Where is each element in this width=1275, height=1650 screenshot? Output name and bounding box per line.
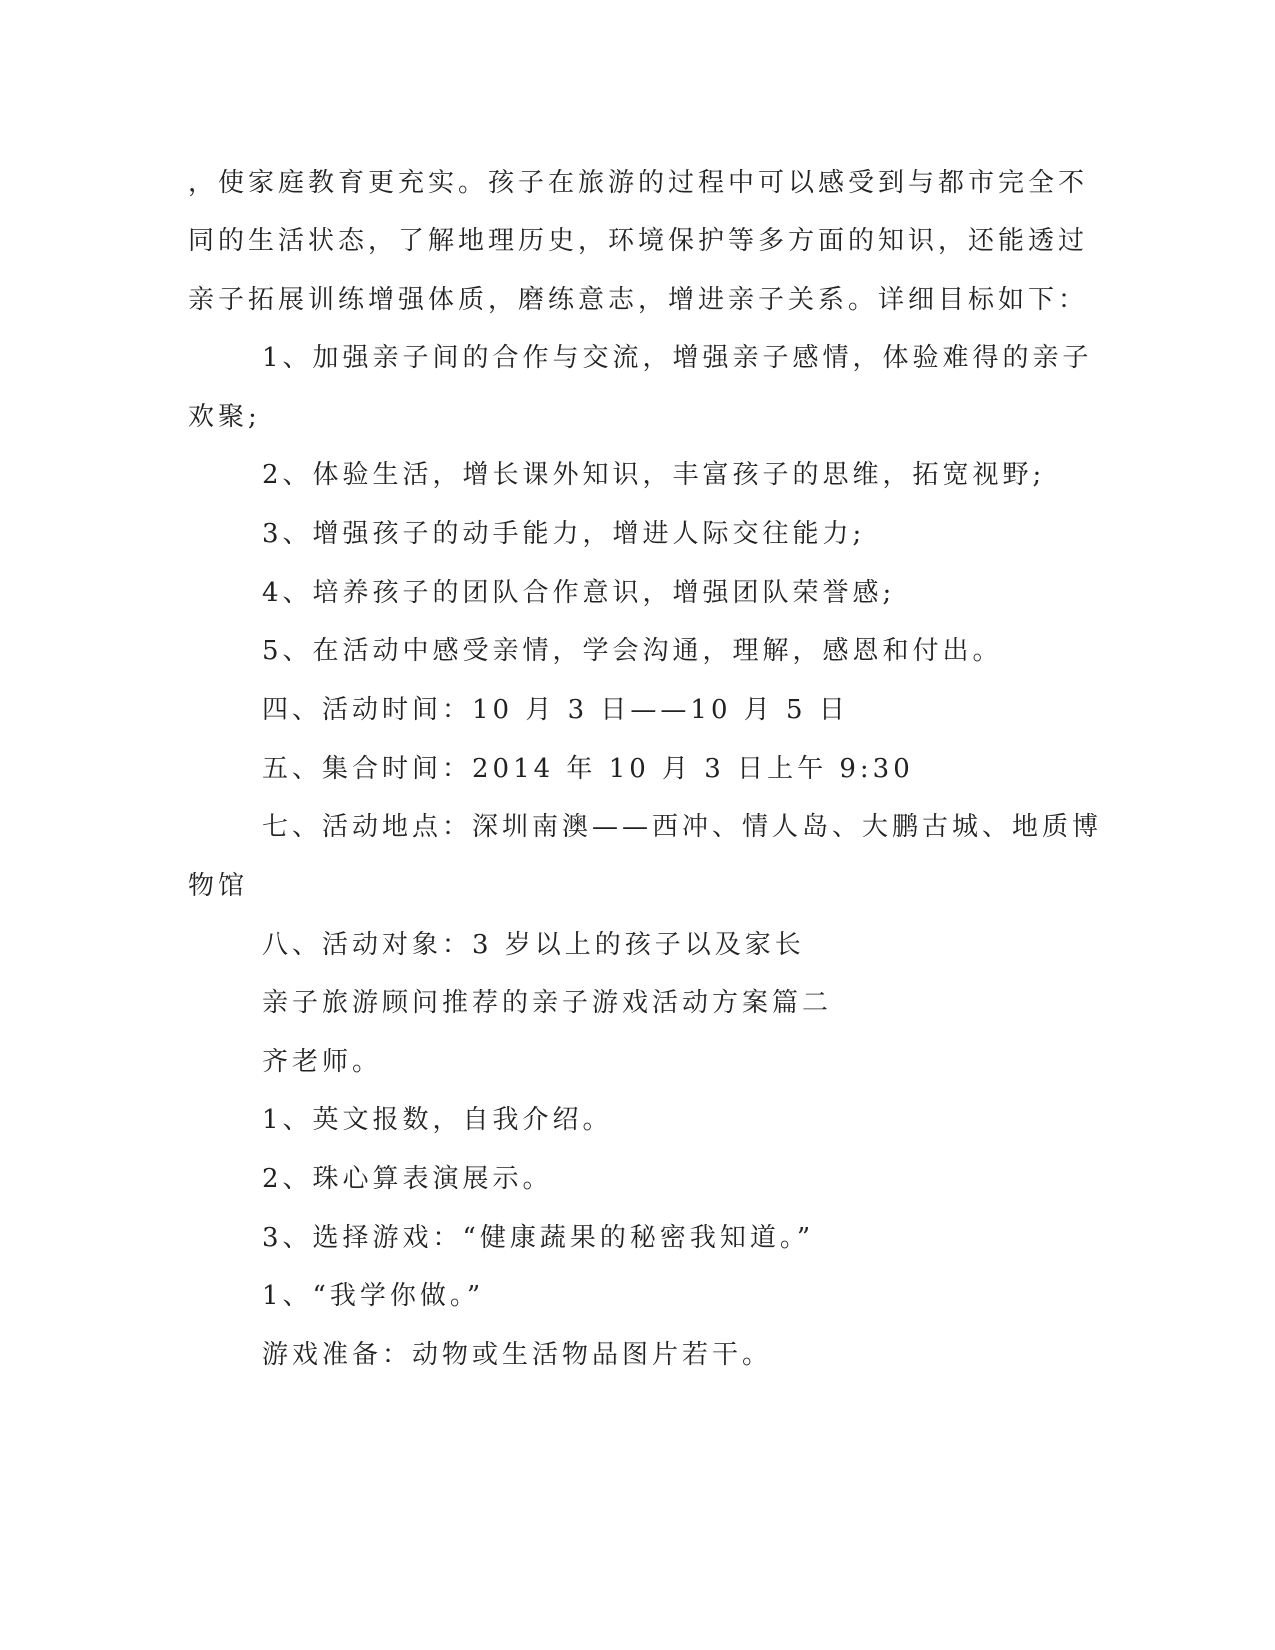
list-item: 1、英文报数，自我介绍。 xyxy=(262,1105,613,1135)
list-item: 1、加强亲子间的合作与交流，增强亲子感情，体验难得的亲子 xyxy=(262,343,1093,373)
paragraph-line: 同的生活状态，了解地理历史，环境保护等多方面的知识，还能透过 xyxy=(188,226,1089,256)
paragraph-line: ，使家庭教育更充实。孩子在旅游的过程中可以感受到与都市完全不 xyxy=(188,168,1089,198)
list-item: 3、选择游戏：“健康蔬果的秘密我知道。” xyxy=(262,1223,815,1253)
section-heading-audience: 八、活动对象：3 岁以上的孩子以及家长 xyxy=(262,930,805,960)
section-heading-location: 七、活动地点：深圳南澳——西冲、情人岛、大鹏古城、地质博 xyxy=(262,812,1103,842)
paragraph-line: 亲子拓展训练增强体质，磨练意志，增进亲子关系。详细目标如下： xyxy=(188,285,1089,315)
list-item: 1、“我学你做。” xyxy=(262,1281,485,1311)
list-item: 3、增强孩子的动手能力，增进人际交往能力; xyxy=(262,519,866,549)
section-heading-assembly: 五、集合时间：2014 年 10 月 3 日上午 9:30 xyxy=(262,754,914,784)
list-item: 2、体验生活，增长课外知识，丰富孩子的思维，拓宽视野; xyxy=(262,460,1046,490)
paragraph-line: 游戏准备：动物或生活物品图片若干。 xyxy=(262,1340,773,1370)
list-item: 4、培养孩子的团队合作意识，增强团队荣誉感; xyxy=(262,578,896,608)
list-item: 2、珠心算表演展示。 xyxy=(262,1164,553,1194)
section-heading-time: 四、活动时间：10 月 3 日——10 月 5 日 xyxy=(262,695,849,725)
section-title: 亲子旅游顾问推荐的亲子游戏活动方案篇二 xyxy=(262,988,833,1018)
paragraph-line: 物馆 xyxy=(188,871,249,901)
list-item: 5、在活动中感受亲情，学会沟通，理解，感恩和付出。 xyxy=(262,636,1003,666)
paragraph-line: 欢聚; xyxy=(188,402,261,432)
paragraph-line: 齐老师。 xyxy=(262,1047,383,1077)
